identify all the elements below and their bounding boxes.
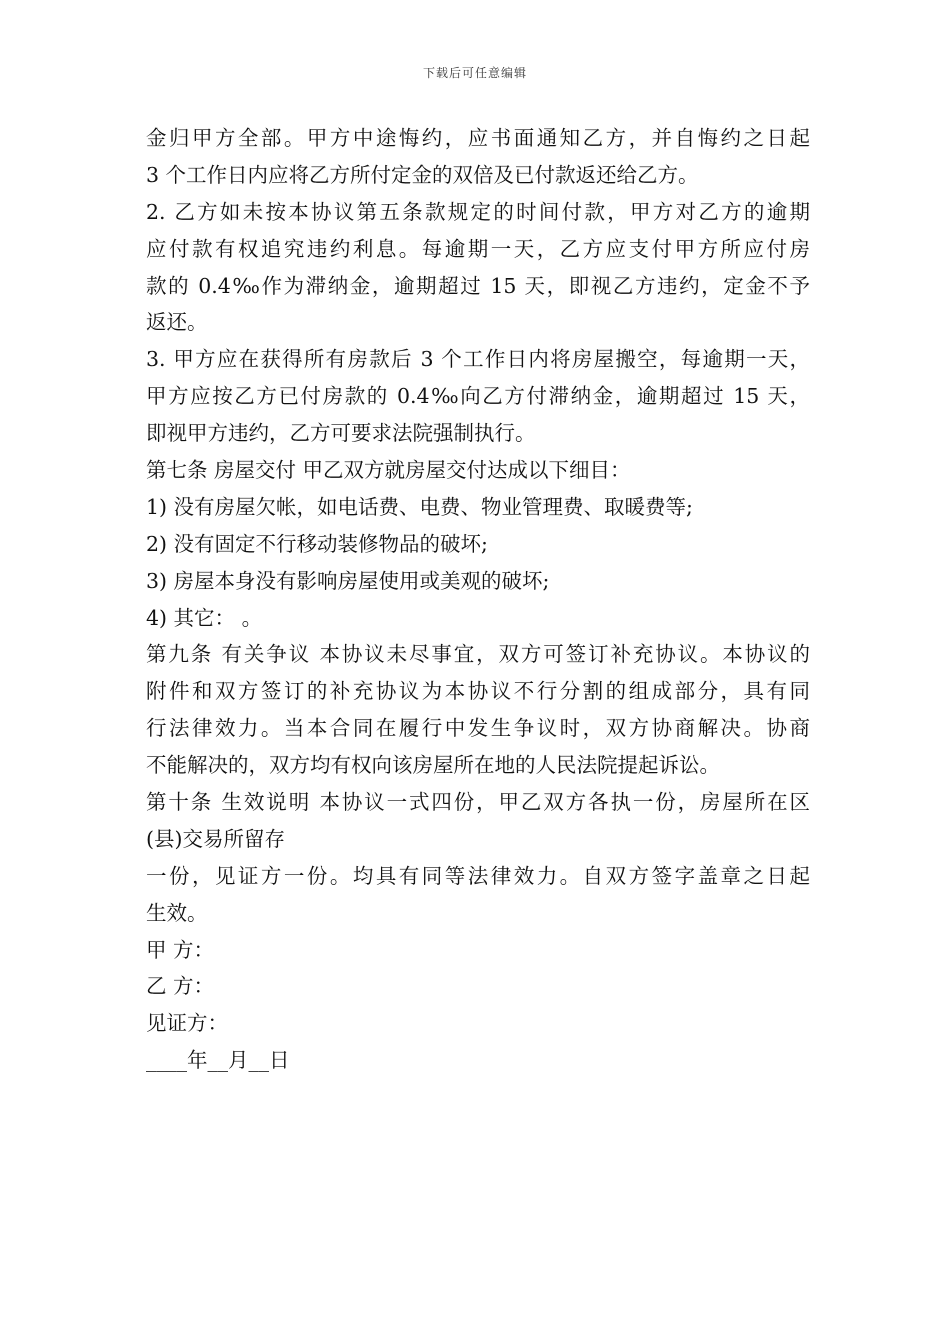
party-a-signature-label: 甲 方：: [146, 937, 215, 962]
date-line: ____年__月__日: [146, 1048, 290, 1073]
list-item: 1) 没有房屋欠帐，如电话费、电费、物业管理费、取暖费等;: [146, 494, 693, 519]
article-10-heading: 第十条 生效说明 本协议一式四份，甲乙双方各执一份，房屋所在区: [146, 790, 810, 815]
text-line: 应付款有权追究违约利息。每逾期一天，乙方应支付甲方所应付房: [146, 236, 810, 261]
article-7-heading: 第七条 房屋交付 甲乙双方就房屋交付达成以下细目：: [146, 458, 631, 483]
article-9-heading: 第九条 有关争议 本协议未尽事宜，双方可签订补充协议。本协议的: [146, 642, 810, 667]
text-line: 金归甲方全部。甲方中途悔约，应书面通知乙方，并自悔约之日起: [146, 126, 810, 150]
list-item: 4) 其它： 。: [146, 605, 263, 630]
text-line: 款的 0.4‰作为滞纳金，逾期超过 15 天，即视乙方违约，定金不予: [146, 273, 810, 298]
list-item: 2) 没有固定不行移动装修物品的破坏;: [146, 531, 488, 556]
text-line: 附件和双方签订的补充协议为本协议不行分割的组成部分，具有同: [146, 679, 810, 704]
document-body: [146, 120, 810, 1079]
text-line: 甲方应按乙方已付房款的 0.4‰向乙方付滞纳金，逾期超过 15 天，: [146, 384, 810, 409]
text-line: 一份，见证方一份。均具有同等法律效力。自双方签字盖章之日起: [146, 863, 810, 888]
text-line: 返还。: [146, 310, 208, 335]
clause-2-line: 2. 乙方如未按本协议第五条款规定的时间付款，甲方对乙方的逾期: [146, 199, 810, 224]
party-b-signature-label: 乙 方：: [146, 974, 215, 999]
text-line: 3 个工作日内应将乙方所付定金的双倍及已付款返还给乙方。: [146, 162, 699, 187]
list-item: 3) 房屋本身没有影响房屋使用或美观的破坏;: [146, 568, 550, 593]
page-header: 下载后可任意编辑: [422, 66, 527, 80]
text-line: 不能解决的，双方均有权向该房屋所在地的人民法院提起诉讼。: [146, 753, 720, 778]
text-line: (县)交易所留存: [146, 826, 285, 851]
clause-3-line: 3. 甲方应在获得所有房款后 3 个工作日内将房屋搬空，每逾期一天，: [146, 347, 810, 372]
text-line: 即视甲方违约，乙方可要求法院强制执行。: [146, 421, 536, 446]
text-line: 行法律效力。当本合同在履行中发生争议时，双方协商解决。协商: [146, 716, 810, 741]
text-line: 生效。: [146, 900, 208, 925]
witness-signature-label: 见证方：: [146, 1011, 228, 1036]
